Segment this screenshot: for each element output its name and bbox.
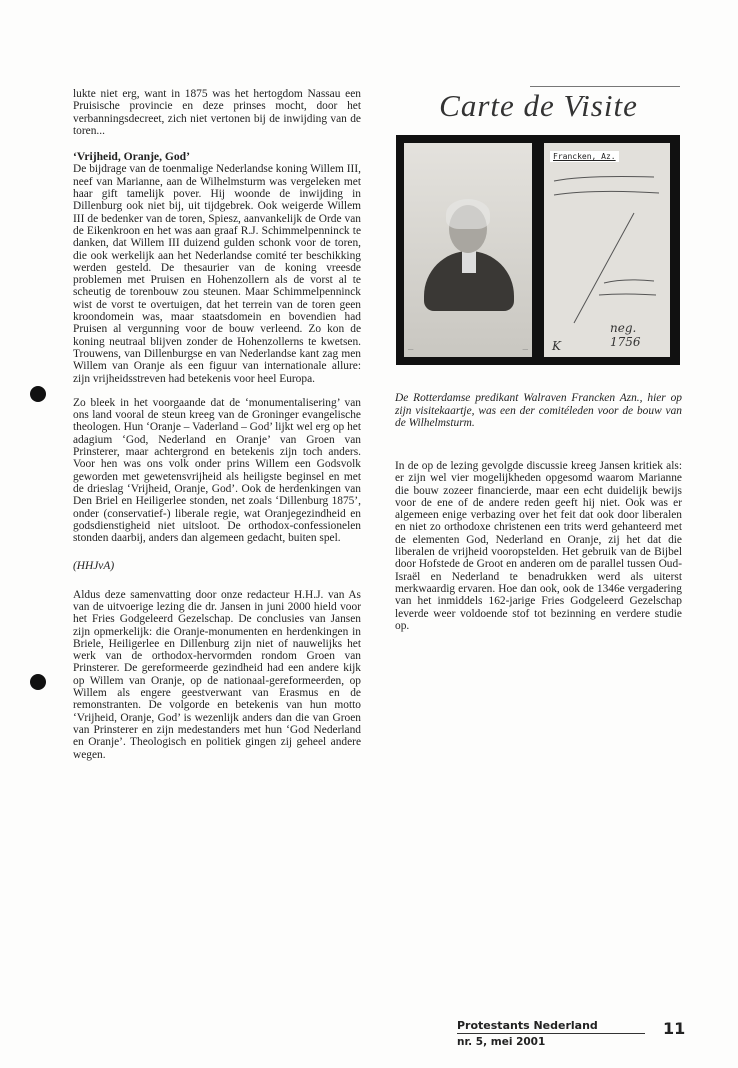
section-heading: ‘Vrijheid, Oranje, God’ xyxy=(73,150,190,164)
typed-label: Francken, Az. xyxy=(550,151,619,162)
paragraph: Zo bleek in het voorgaande dat de ‘monumentalisering’ van ons land vooral de steun kreeg van de Groninger evangelische theologen. Hun ‘Oranje – Vaderland – God’ lijkt wel erg op het adagium ‘God, Nederland en Oranje’ van Groen van Prinsterer, maar achtergrond en betekenis zijn toch anders. Voor hen was ons volk onder prins Willem een Godsvolk geworden met gewetensvrijheid als heiligste beginsel en met de drieslag ‘Vrijheid, Oranje, God’. Ook de herdenkingen van Den Briel en Heiligerlee stonden, net zoals ‘Dillenburg 1875’, onder (conservatief-) liberale regie, wat Oranjegezindheid en godsdienstigheid niet uitsloot. De orthodox-confessionelen stonden daarbij, anders dan algemeen gedacht, buiten spel. xyxy=(73,396,361,545)
page-number: 11 xyxy=(663,1019,686,1038)
punch-hole-bottom xyxy=(30,674,46,690)
punch-hole-top xyxy=(30,386,46,402)
portrait-hair xyxy=(446,199,490,229)
header-rule xyxy=(530,86,680,87)
publication-name: Protestants Nederland xyxy=(457,1019,645,1034)
footer xyxy=(457,1019,645,1048)
section-title: Carte de Visite xyxy=(439,88,638,123)
paragraph: Aldus deze samenvatting door onze redacteur H.H.J. van As van de uitvoerige lezing die dr. Jansen in juni 2000 hield voor het Fries Godgeleerd Gezelschap. De conclusies van Jansen zijn opmerkelijk: die Oranje-monumenten en herdenkingen in Briele, Heiligerlee en Dillenburg zijn niet of nauwelijks het werk van de orthodox-hervormden rondom Groen van Prinsterer. De gereformeerde gezindheid had een andere kijk op Willem van Oranje, op de nationaal-gereformeerden, op Willem als engere geestverwant van Erasmus en de remonstranten. De volgorde en betekenis van hun motto ‘Vrijheid, Oranje, God’ is wezenlijk anders dan die van Groen van Prinsterer en zijn medestanders met hun ‘God Nederland en Oranje’. Theologisch en politiek gingen zij geheel andere wegen. xyxy=(73,588,361,761)
right-column xyxy=(395,460,682,644)
paragraph: lukte niet erg, want in 1875 was het hertogdom Nassau een Pruisische provincie en deze prinses mocht, door het verbanningsdecreet, zich niet vertonen bij de inwijding van de toren... xyxy=(73,88,361,137)
portrait-collar xyxy=(462,251,476,273)
photo-caption: De Rotterdamse predikant Walraven Francken Azn., hier op zijn visitekaartje, was een der comitéleden voor de bouw van de Wilhelmsturm. xyxy=(395,392,682,429)
studio-imprint: — — xyxy=(408,347,528,353)
portrait-card xyxy=(404,143,532,357)
left-column xyxy=(73,88,361,773)
card-letter: K xyxy=(552,339,561,353)
author-signature: (HHJvA) xyxy=(73,560,115,573)
card-back xyxy=(544,143,670,357)
paragraph: In de op de lezing gevolgde discussie kreeg Jansen kritiek als: er zijn wel vier mogelijkheden opgesomd waarom Marianne die bouw zozeer financierde, maar een echt duidelijk bewijs voor de ene of de andere reden geeft hij niet. Ook was er algemeen enige verbazing over het feit dat ook door liberalen en niet zo orthodoxe christenen een trits werd gehanteerd met de elementen God, Nederland en Oranje, zij het dat die liberalen de vrijheid vooropstelden. Het gebruik van de Bijbel door Hofstede de Groot en anderen om de parallel tussen Oud-Israël en Nederland te benadrukken werd als uiterst merkwaardig ervaren. Hoe dan ook, ook de 1346e vergadering van het inmiddels 162-jarige Fries Godgeleerd Gezelschap leverde weer voldoende stof tot bezinning en verdere studie op. xyxy=(395,460,682,632)
negative-number: neg. 1756 xyxy=(610,321,641,349)
issue-info: nr. 5, mei 2001 xyxy=(457,1036,546,1048)
paragraph: De bijdrage van de toenmalige Nederlandse koning Willem III, neef van Marianne, aan de Wilhelmsturm was vergeleken met haar gift tamelijk pover. Hij woonde de inwijding in Dillenburg ook niet bij, uit tijdgebrek. Ook weigerde Willem III de bedenker van de toren, Spiesz, aanvankelijk de Orde van de Eikenkroon en het was aan graaf R.J. Schimmelpenninck te danken, dat Willem III duizend gulden schonk voor de toren, die ook werkelijk aan het Nederlandse comité ter beschikking werden gesteld. De thesaurier van de koning vreesde problemen met Pruisen en Hohenzollern als de vorst al te scheutig de torenbouw zou steunen. Maar Schimmelpenninck wist de vorst te overtuigen, dat het terrein van de toren geen kroondomein was, maar staatsdomein en bovendien had Pruisen al vergunning voor de bouw verleend. Zo kon de koning neutraal blijven zonder de Hohenzollerns te kwetsen. Trouwens, van Dillenburgse en van Nederlandse kant zag men Willem van Oranje als een figuur van internationale allure: zijn vrijheidsstreven had betekenis voor heel Europa. xyxy=(73,163,361,385)
carte-de-visite-photo xyxy=(396,135,680,365)
